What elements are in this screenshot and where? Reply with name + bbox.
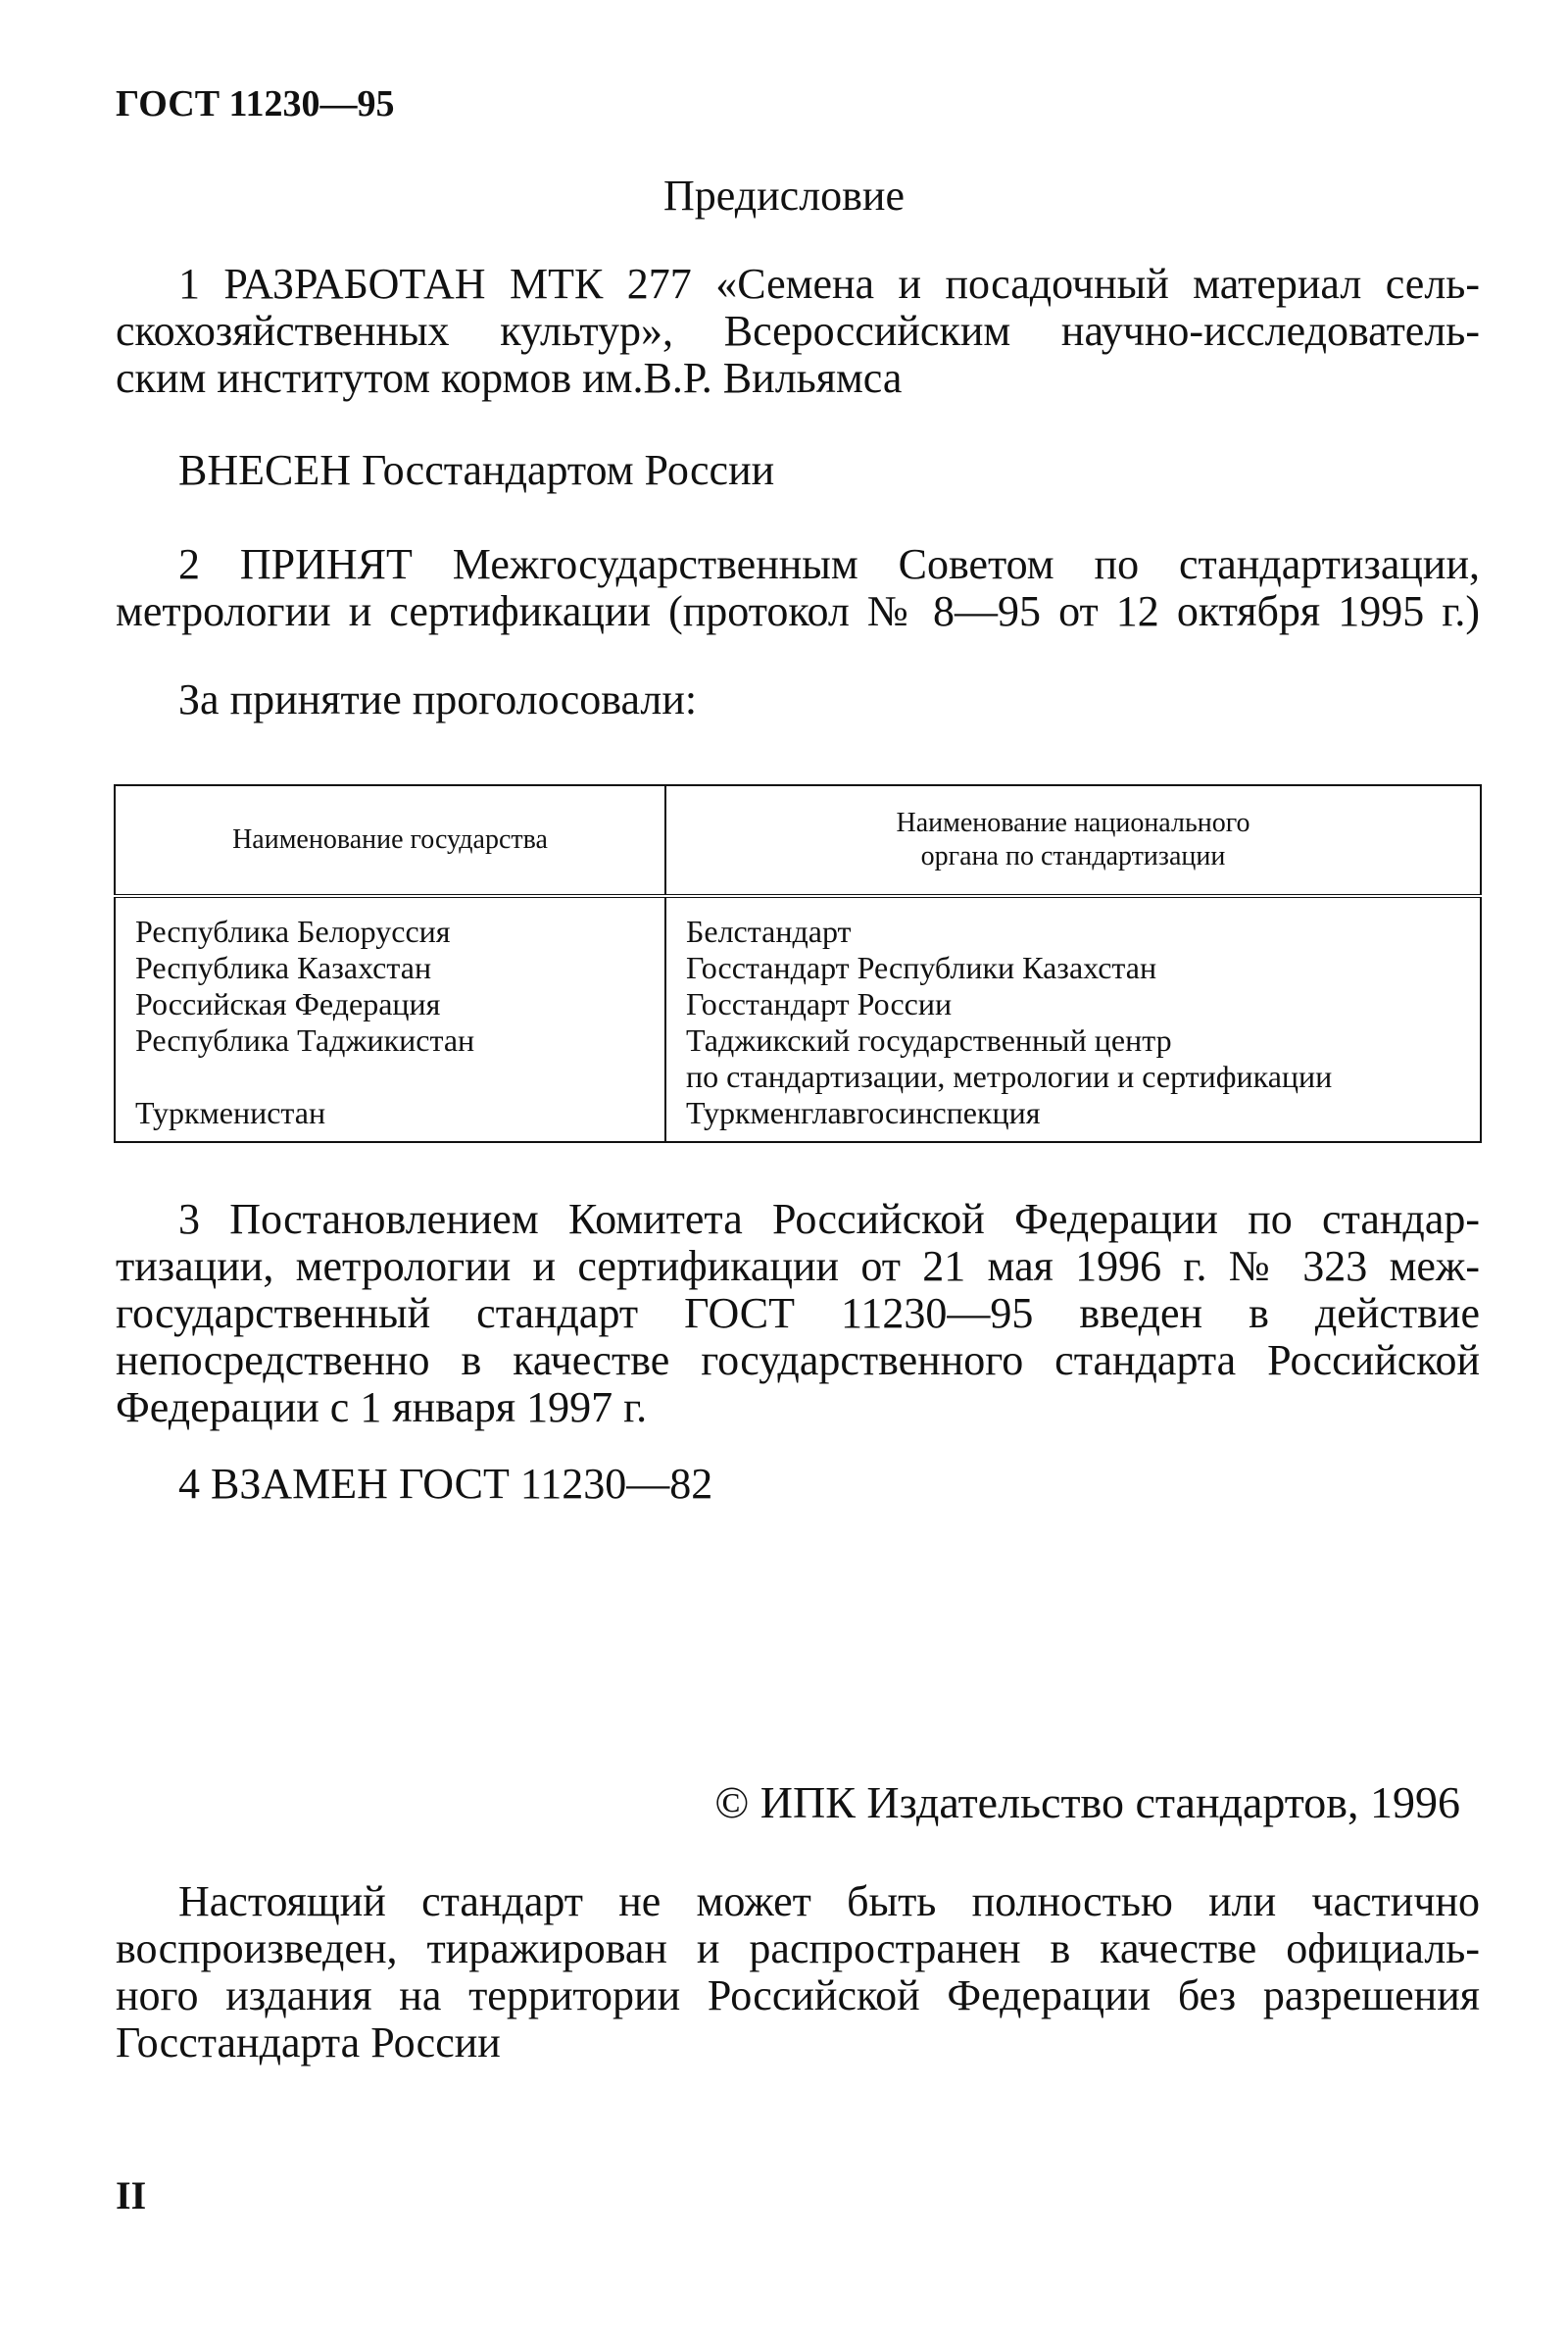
item-replaces-line: 4 ВЗАМЕН ГОСТ 11230—82 — [178, 1460, 713, 1508]
voting-table-body-row — [115, 896, 1481, 1142]
body-name: Белстандарт — [686, 914, 852, 949]
voted-intro — [116, 676, 1480, 723]
standard-code-header: ГОСТ 11230—95 — [116, 83, 395, 124]
header-body-line: органа по стандартизации — [920, 841, 1226, 871]
item-adopted — [116, 541, 1480, 635]
state-name-spacer — [135, 1059, 645, 1095]
notice-line: Госстандарта России — [116, 2018, 501, 2066]
notice-line: Настоящий стандарт не может быть полностью или частично — [178, 1877, 1480, 1925]
item-resolution — [116, 1196, 1480, 1431]
item-resolution-line: Федерации с 1 января 1997 г. — [116, 1383, 648, 1431]
item-developed-line: скохозяйственных культур», Всероссийским научно-исследователь- — [116, 307, 1480, 355]
states-column — [115, 896, 665, 1142]
item-resolution-line: государственный стандарт ГОСТ 11230—95 введен в действие — [116, 1289, 1480, 1337]
item-adopted-line: 2 ПРИНЯТ Межгосударственным Советом по стандартизации, — [178, 540, 1480, 588]
body-name: Таджикский государственный центр — [686, 1022, 1172, 1058]
preface-title: Предисловие — [663, 172, 905, 220]
item-developed — [116, 261, 1480, 402]
state-name: Республика Таджикистан — [135, 1022, 475, 1058]
item-resolution-line: непосредственно в качестве государственного стандарта Российской — [116, 1336, 1480, 1384]
notice-line: воспроизведен, тиражирован и распространен в качестве официаль- — [116, 1924, 1480, 1972]
body-name: Туркменглавгосинспекция — [686, 1095, 1041, 1130]
item-resolution-line: 3 Постановлением Комитета Российской Федерации по стандар- — [178, 1195, 1480, 1243]
copyright-notice: © ИПК Издательство стандартов, 1996 — [714, 1777, 1460, 1827]
item-resolution-line: тизации, метрологии и сертификации от 21 мая 1996 г. № 323 меж- — [116, 1242, 1480, 1290]
state-name: Республика Казахстан — [135, 950, 432, 985]
state-name: Российская Федерация — [135, 986, 441, 1021]
page-number: II — [116, 2173, 147, 2217]
state-name: Туркменистан — [135, 1095, 326, 1130]
voting-table-header-row — [115, 785, 1481, 896]
header-body-line: Наименование национального — [896, 808, 1250, 838]
voting-table — [114, 784, 1482, 1143]
state-name: Республика Белоруссия — [135, 914, 451, 949]
item-adopted-line: метрологии и сертификации (протокол № 8—95 от 12 октября 1995 г.) — [116, 587, 1480, 635]
notice-line: ного издания на территории Российской Федерации без разрешения — [116, 1971, 1480, 2019]
body-name: по стандартизации, метрологии и сертификации — [686, 1059, 1333, 1094]
bodies-column — [665, 896, 1481, 1142]
item-replaces — [116, 1461, 1480, 1508]
header-state-label: Наименование государства — [232, 824, 548, 855]
item-introduced — [116, 447, 1480, 494]
item-developed-line: ским институтом кормов им.В.Р. Вильямса — [116, 354, 903, 402]
item-developed-line: 1 РАЗРАБОТАН МТК 277 «Семена и посадочный материал сель- — [178, 260, 1480, 308]
body-name: Госстандарт России — [686, 986, 953, 1021]
voted-intro-line: За принятие проголосовали: — [178, 675, 698, 723]
body-name: Госстандарт Республики Казахстан — [686, 950, 1157, 985]
item-introduced-line: ВНЕСЕН Госстандартом России — [178, 446, 775, 494]
reproduction-notice — [116, 1878, 1480, 2066]
header-state — [115, 785, 665, 896]
header-national-body — [665, 785, 1481, 896]
